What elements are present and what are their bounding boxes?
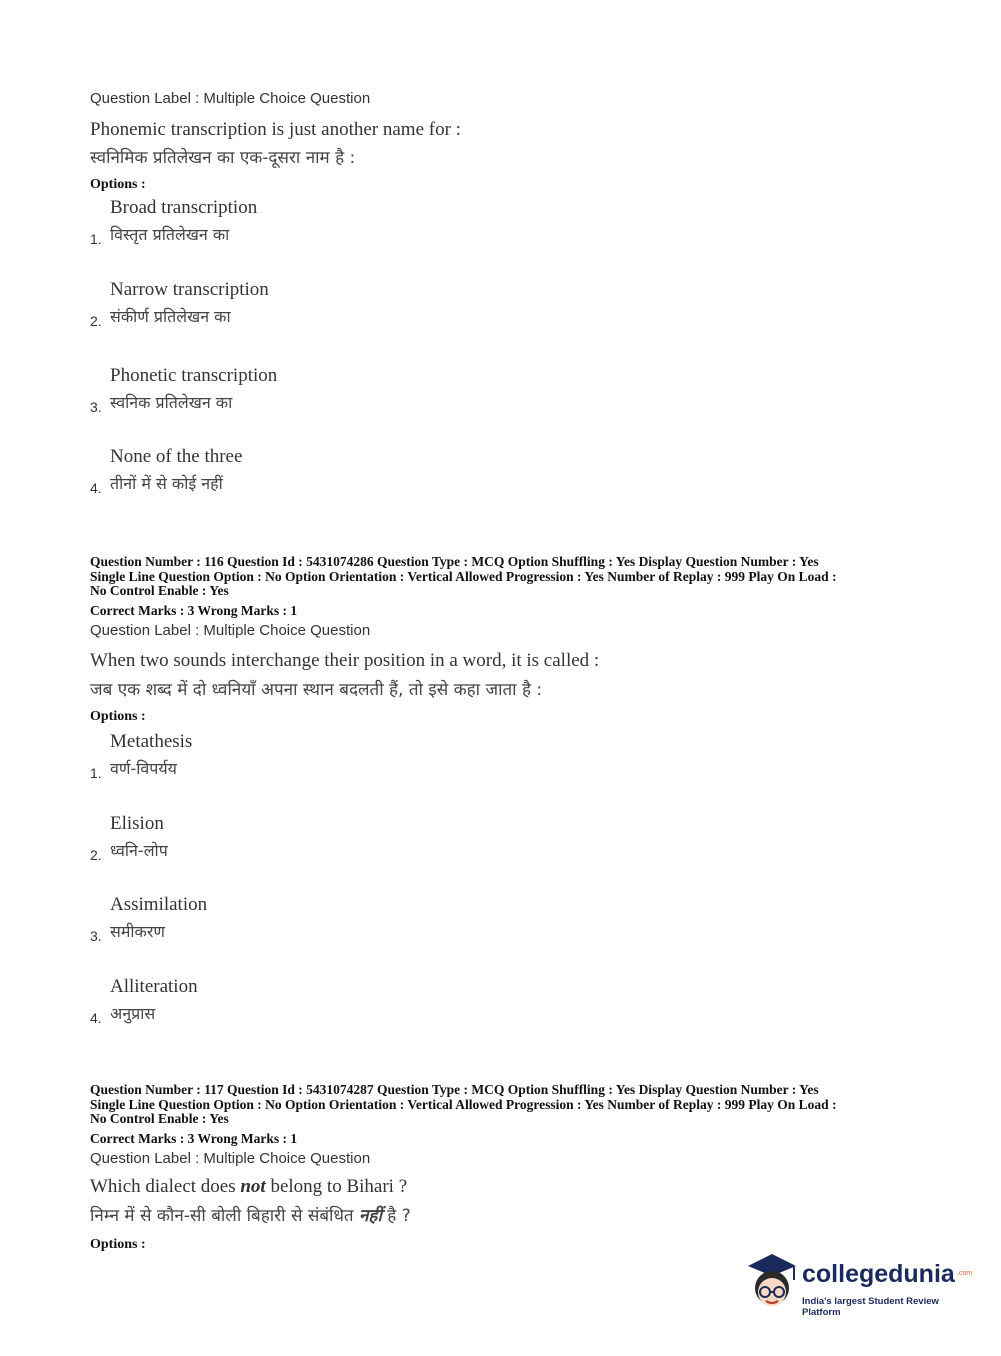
question-text-part: निम्न में से कौन-सी बोली बिहारी से संबंधित <box>90 1206 359 1226</box>
marks-line: Correct Marks : 3 Wrong Marks : 1 <box>90 1131 298 1146</box>
option-text-english: Assimilation <box>110 894 208 915</box>
option-text-hindi: विस्तृत प्रतिलेखन का <box>110 225 230 244</box>
marks-line: Correct Marks : 3 Wrong Marks : 1 <box>90 603 298 618</box>
option-item <box>88 813 688 873</box>
question-text-english: When two sounds interchange their position in a word, it is called : <box>90 650 600 671</box>
option-text-hindi: स्वनिक प्रतिलेखन का <box>110 393 233 412</box>
option-text-hindi: तीनों में से कोई नहीं <box>110 474 223 493</box>
option-item <box>88 731 688 791</box>
option-number: 4. <box>90 480 102 496</box>
option-number: 3. <box>90 399 102 415</box>
option-text-hindi: ध्वनि-लोप <box>110 841 168 860</box>
question-meta <box>90 555 920 599</box>
meta-line: No Control Enable : Yes <box>90 583 229 598</box>
option-number: 1. <box>90 231 102 247</box>
options-heading: Options : <box>90 709 146 724</box>
option-text-english: Phonetic transcription <box>110 365 278 386</box>
question-text-english: Phonemic transcription is just another name for : <box>90 119 461 140</box>
option-item <box>88 976 688 1036</box>
option-text-english: Elision <box>110 813 164 834</box>
question-text-part: Which dialect does <box>90 1176 241 1197</box>
option-text-english: Narrow transcription <box>110 279 269 300</box>
meta-line: Single Line Question Option : No Option Orientation : Vertical Allowed Progression : Yes Number of Replay : 999 Play On Load : <box>90 1096 837 1112</box>
mascot-icon <box>742 1250 800 1314</box>
question-text-hindi: स्वनिमिक प्रतिलेखन का एक-दूसरा नाम है : <box>90 148 356 168</box>
meta-line: Question Number : 116 Question Id : 5431074286 Question Type : MCQ Option Shuffling : Yes Display Question Number : Yes <box>90 554 819 569</box>
question-text-part: belong to Bihari ? <box>265 1176 408 1197</box>
question-label: Question Label : Multiple Choice Question <box>90 90 371 107</box>
option-text-english: Alliteration <box>110 976 198 997</box>
question-text-english <box>90 1176 407 1198</box>
collegedunia-logo <box>742 1250 972 1320</box>
option-number: 3. <box>90 928 102 944</box>
option-text-hindi: वर्ण-विपर्यय <box>110 759 177 778</box>
option-text-hindi: अनुप्रास <box>110 1004 156 1023</box>
options-heading: Options : <box>90 1237 146 1252</box>
option-text-english: None of the three <box>110 446 243 467</box>
question-emphasis: नहीं <box>359 1206 382 1226</box>
option-item <box>88 446 688 506</box>
option-number: 1. <box>90 765 102 781</box>
option-item <box>88 365 688 425</box>
option-number: 2. <box>90 313 102 329</box>
question-text-part: है ? <box>381 1206 411 1226</box>
option-item <box>88 197 688 257</box>
logo-tagline: India's largest Student Review Platform <box>802 1296 939 1318</box>
option-text-english: Broad transcription <box>110 197 258 218</box>
option-number: 4. <box>90 1010 102 1026</box>
question-meta <box>90 1083 920 1127</box>
option-number: 2. <box>90 847 102 863</box>
option-text-hindi: समीकरण <box>110 922 165 941</box>
option-item <box>88 279 688 339</box>
option-item <box>88 894 688 954</box>
meta-line: Single Line Question Option : No Option Orientation : Vertical Allowed Progression : Yes Number of Replay : 999 Play On Load : <box>90 568 837 584</box>
logo-domain: .com <box>957 1270 973 1277</box>
logo-name: collegedunia <box>802 1260 955 1288</box>
question-emphasis: not <box>240 1176 266 1197</box>
question-label: Question Label : Multiple Choice Question <box>90 1150 371 1167</box>
question-label: Question Label : Multiple Choice Question <box>90 622 371 639</box>
question-text-hindi: जब एक शब्द में दो ध्वनियाँ अपना स्थान बदलती हैं, तो इसे कहा जाता है : <box>90 680 543 700</box>
question-text-hindi <box>90 1203 411 1226</box>
meta-line: No Control Enable : Yes <box>90 1111 229 1126</box>
option-text-english: Metathesis <box>110 731 193 752</box>
options-heading: Options : <box>90 177 146 192</box>
option-text-hindi: संकीर्ण प्रतिलेखन का <box>110 307 231 326</box>
meta-line: Question Number : 117 Question Id : 5431074287 Question Type : MCQ Option Shuffling : Yes Display Question Number : Yes <box>90 1082 819 1097</box>
